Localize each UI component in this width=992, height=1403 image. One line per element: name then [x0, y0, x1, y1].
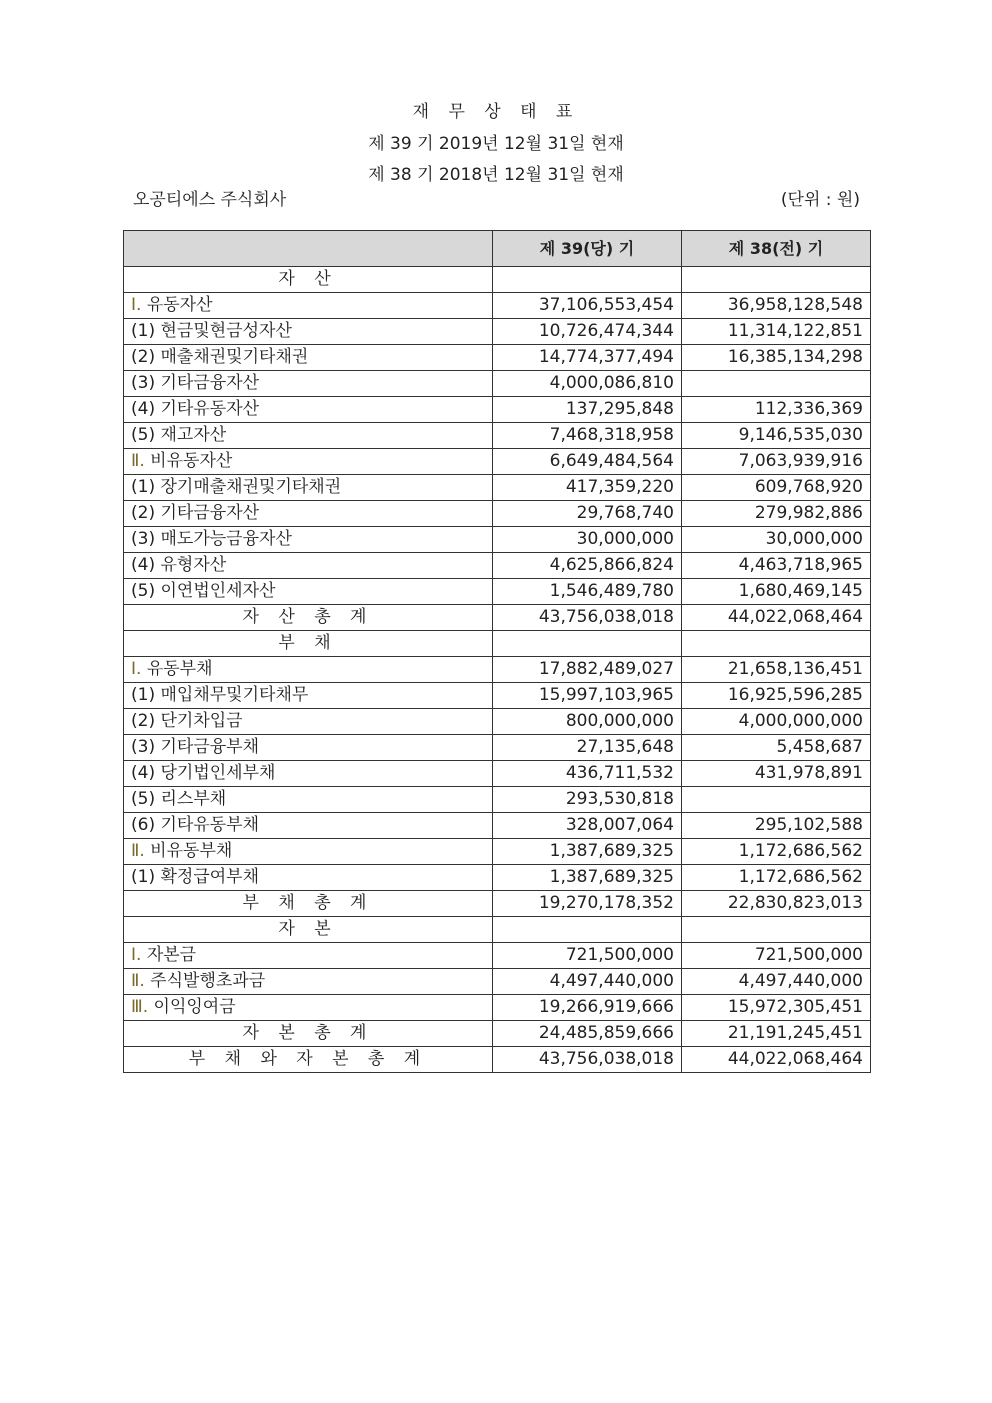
roman-numeral: Ⅱ.	[131, 451, 145, 471]
prior-period-amount	[682, 631, 871, 657]
account-label-text: 비유동부채	[144, 841, 233, 861]
current-period-amount: 43,756,038,018	[493, 605, 682, 631]
account-label	[124, 969, 493, 995]
prior-period-amount: 44,022,068,464	[682, 605, 871, 631]
current-period-amount: 6,649,484,564	[493, 449, 682, 475]
current-period-amount: 4,000,086,810	[493, 371, 682, 397]
current-period-amount: 417,359,220	[493, 475, 682, 501]
account-label-text: (5) 리스부채	[131, 789, 227, 809]
roman-numeral: Ⅰ.	[131, 295, 142, 315]
prior-period-amount	[682, 371, 871, 397]
prior-period-amount: 112,336,369	[682, 397, 871, 423]
document-title: 재 무 상 태 표	[412, 102, 580, 122]
account-label	[124, 579, 493, 605]
table-row	[124, 501, 871, 527]
current-period-amount: 29,768,740	[493, 501, 682, 527]
account-label-text: 부 채 총 계	[242, 893, 374, 913]
prior-period-amount: 609,768,920	[682, 475, 871, 501]
account-label-text: (4) 기타유동자산	[131, 399, 260, 419]
current-period-amount: 137,295,848	[493, 397, 682, 423]
table-row	[124, 527, 871, 553]
table-row	[124, 631, 871, 657]
current-period-amount: 17,882,489,027	[493, 657, 682, 683]
account-label-text: (3) 기타금융부채	[131, 737, 260, 757]
balance-sheet-body	[124, 267, 871, 1073]
account-label	[124, 553, 493, 579]
account-label	[124, 267, 493, 293]
account-label-text: (5) 이연법인세자산	[131, 581, 276, 601]
table-row	[124, 943, 871, 969]
current-period-amount: 27,135,648	[493, 735, 682, 761]
current-period-amount	[493, 267, 682, 293]
prior-period-amount: 295,102,588	[682, 813, 871, 839]
current-period-amount: 19,266,919,666	[493, 995, 682, 1021]
table-row	[124, 917, 871, 943]
table-header-row	[124, 231, 871, 267]
table-row	[124, 891, 871, 917]
prior-period-amount: 721,500,000	[682, 943, 871, 969]
prior-period-amount: 9,146,535,030	[682, 423, 871, 449]
table-row	[124, 995, 871, 1021]
account-label	[124, 735, 493, 761]
account-label-text: 자 본	[278, 919, 338, 939]
account-label	[124, 397, 493, 423]
account-label	[124, 839, 493, 865]
account-label	[124, 319, 493, 345]
prior-period-amount: 22,830,823,013	[682, 891, 871, 917]
current-period-amount: 30,000,000	[493, 527, 682, 553]
account-label	[124, 527, 493, 553]
account-label-text: 자 산 총 계	[242, 607, 374, 627]
current-period-amount: 721,500,000	[493, 943, 682, 969]
account-label-text: 유동자산	[141, 295, 213, 315]
header-current-period-column: 제 39(당) 기	[493, 231, 682, 267]
account-label-text: (6) 기타유동부채	[131, 815, 260, 835]
prior-period-amount	[682, 787, 871, 813]
account-label	[124, 943, 493, 969]
table-row	[124, 449, 871, 475]
account-label	[124, 293, 493, 319]
table-row	[124, 605, 871, 631]
table-row	[124, 735, 871, 761]
table-row	[124, 1047, 871, 1073]
table-row	[124, 969, 871, 995]
prior-period-amount: 11,314,122,851	[682, 319, 871, 345]
table-row	[124, 1021, 871, 1047]
prior-period-amount: 15,972,305,451	[682, 995, 871, 1021]
prior-period-amount: 44,022,068,464	[682, 1047, 871, 1073]
account-label-text: (3) 매도가능금융자산	[131, 529, 292, 549]
roman-numeral: Ⅰ.	[131, 945, 142, 965]
table-row	[124, 839, 871, 865]
current-period-amount	[493, 631, 682, 657]
current-period-amount: 1,546,489,780	[493, 579, 682, 605]
prior-period-amount: 431,978,891	[682, 761, 871, 787]
account-label	[124, 423, 493, 449]
account-label	[124, 865, 493, 891]
account-label	[124, 787, 493, 813]
account-label	[124, 501, 493, 527]
account-label	[124, 995, 493, 1021]
account-label-text: (3) 기타금융자산	[131, 373, 260, 393]
prior-period-amount	[682, 917, 871, 943]
prior-period-amount: 1,172,686,562	[682, 839, 871, 865]
current-period-amount: 1,387,689,325	[493, 865, 682, 891]
account-label-text: 유동부채	[141, 659, 213, 679]
account-label-text: 자본금	[141, 945, 197, 965]
table-row	[124, 813, 871, 839]
account-label	[124, 709, 493, 735]
account-label-text: 부 채 와 자 본 총 계	[188, 1049, 428, 1069]
prior-period-amount: 21,658,136,451	[682, 657, 871, 683]
account-label-text: (5) 재고자산	[131, 425, 227, 445]
account-label-text: (1) 매입채무및기타채무	[131, 685, 309, 705]
current-period-amount: 4,497,440,000	[493, 969, 682, 995]
current-period-amount: 293,530,818	[493, 787, 682, 813]
prior-period-amount: 4,463,718,965	[682, 553, 871, 579]
account-label	[124, 891, 493, 917]
table-row	[124, 293, 871, 319]
header-account-column	[124, 231, 493, 267]
account-label	[124, 683, 493, 709]
prior-period-amount	[682, 267, 871, 293]
account-label-text: 이익잉여금	[148, 997, 236, 1017]
table-row	[124, 787, 871, 813]
account-label	[124, 631, 493, 657]
balance-sheet-table	[123, 230, 871, 1073]
prior-period-amount: 7,063,939,916	[682, 449, 871, 475]
roman-numeral: Ⅱ.	[131, 971, 145, 991]
current-period-amount: 4,625,866,824	[493, 553, 682, 579]
account-label	[124, 761, 493, 787]
prior-period-amount: 16,385,134,298	[682, 345, 871, 371]
account-label	[124, 1047, 493, 1073]
account-label-text: (1) 장기매출채권및기타채권	[131, 477, 342, 497]
current-period-amount: 24,485,859,666	[493, 1021, 682, 1047]
account-label	[124, 475, 493, 501]
roman-numeral: Ⅲ.	[131, 997, 149, 1017]
current-period-amount: 19,270,178,352	[493, 891, 682, 917]
table-row	[124, 267, 871, 293]
table-row	[124, 683, 871, 709]
account-label-text: 주식발행초과금	[144, 971, 266, 991]
current-period-amount	[493, 917, 682, 943]
account-label-text: (2) 기타금융자산	[131, 503, 260, 523]
account-label-text: 자 산	[278, 269, 338, 289]
account-label-text: (4) 당기법인세부채	[131, 763, 276, 783]
table-row	[124, 865, 871, 891]
table-row	[124, 371, 871, 397]
prior-period-line: 제 38 기 2018년 12월 31일 현재	[368, 165, 624, 185]
prior-period-amount: 16,925,596,285	[682, 683, 871, 709]
account-label	[124, 813, 493, 839]
prior-period-amount: 36,958,128,548	[682, 293, 871, 319]
account-label	[124, 605, 493, 631]
account-label	[124, 917, 493, 943]
company-name: 오공티에스 주식회사	[133, 190, 287, 210]
current-period-amount: 43,756,038,018	[493, 1047, 682, 1073]
roman-numeral: Ⅰ.	[131, 659, 142, 679]
prior-period-amount: 1,680,469,145	[682, 579, 871, 605]
roman-numeral: Ⅱ.	[131, 841, 145, 861]
account-label	[124, 1021, 493, 1047]
table-row	[124, 345, 871, 371]
current-period-amount: 7,468,318,958	[493, 423, 682, 449]
prior-period-amount: 30,000,000	[682, 527, 871, 553]
header-prior-period-column: 제 38(전) 기	[682, 231, 871, 267]
account-label	[124, 657, 493, 683]
table-row	[124, 475, 871, 501]
current-period-amount: 1,387,689,325	[493, 839, 682, 865]
current-period-amount: 328,007,064	[493, 813, 682, 839]
account-label	[124, 449, 493, 475]
table-row	[124, 553, 871, 579]
account-label-text: 부 채	[278, 633, 338, 653]
table-row	[124, 319, 871, 345]
account-label	[124, 371, 493, 397]
table-row	[124, 579, 871, 605]
current-period-line: 제 39 기 2019년 12월 31일 현재	[368, 134, 624, 154]
table-row	[124, 761, 871, 787]
prior-period-amount: 21,191,245,451	[682, 1021, 871, 1047]
current-period-amount: 15,997,103,965	[493, 683, 682, 709]
current-period-amount: 436,711,532	[493, 761, 682, 787]
current-period-amount: 10,726,474,344	[493, 319, 682, 345]
account-label-text: (1) 확정급여부채	[131, 867, 260, 887]
table-row	[124, 657, 871, 683]
account-label	[124, 345, 493, 371]
prior-period-amount: 4,000,000,000	[682, 709, 871, 735]
prior-period-amount: 5,458,687	[682, 735, 871, 761]
prior-period-amount: 4,497,440,000	[682, 969, 871, 995]
current-period-amount: 14,774,377,494	[493, 345, 682, 371]
account-label-text: 자 본 총 계	[242, 1023, 374, 1043]
table-row	[124, 709, 871, 735]
current-period-amount: 37,106,553,454	[493, 293, 682, 319]
prior-period-amount: 1,172,686,562	[682, 865, 871, 891]
account-label-text: (2) 매출채권및기타채권	[131, 347, 309, 367]
prior-period-amount: 279,982,886	[682, 501, 871, 527]
account-label-text: 비유동자산	[144, 451, 233, 471]
current-period-amount: 800,000,000	[493, 709, 682, 735]
account-label-text: (4) 유형자산	[131, 555, 227, 575]
unit-label: (단위 : 원)	[780, 190, 860, 210]
table-row	[124, 423, 871, 449]
table-row	[124, 397, 871, 423]
account-label-text: (2) 단기차입금	[131, 711, 243, 731]
account-label-text: (1) 현금및현금성자산	[131, 321, 292, 341]
